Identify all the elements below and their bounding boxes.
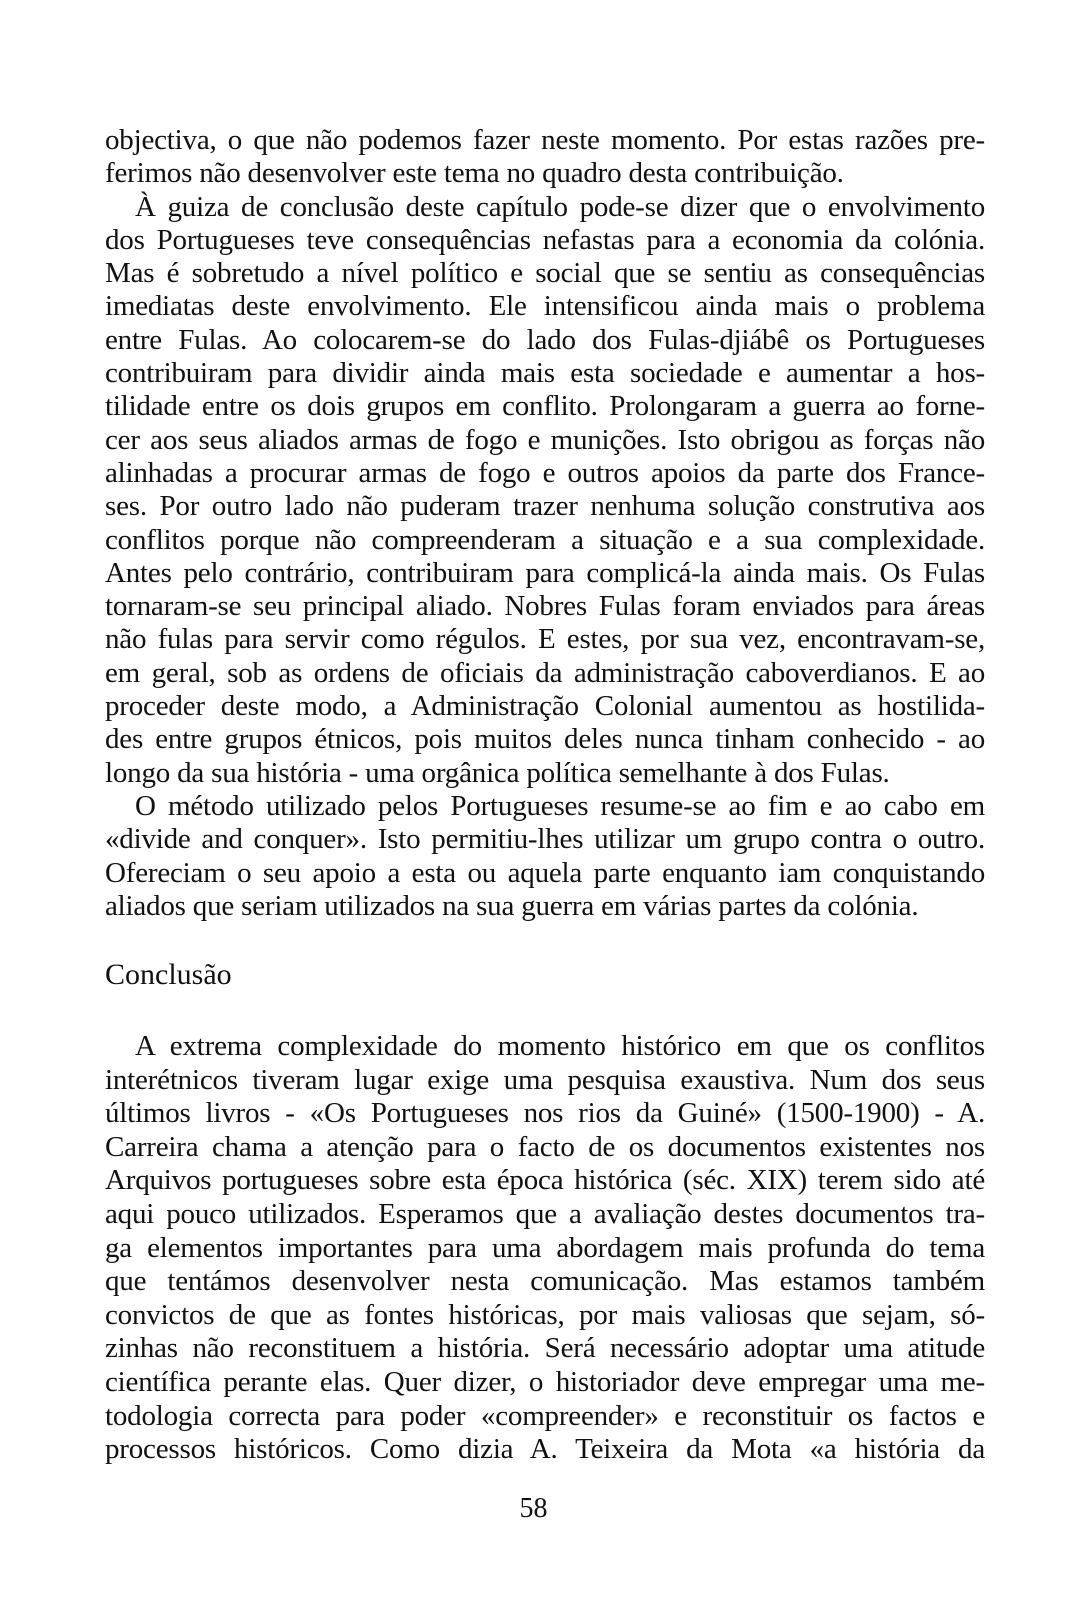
text-line: convictos de que as fontes históricas, por mais valiosas que sejam, só- — [105, 1298, 985, 1331]
text-line: alinhadas a procurar armas de fogo e outros apoios da parte dos France- — [105, 456, 985, 489]
body-text-conclusion — [105, 1030, 985, 1467]
paragraph-guiza-de-conclusao — [105, 191, 985, 790]
text-line: contribuiram para dividir ainda mais esta sociedade e aumentar a hos- — [105, 357, 985, 390]
text-line: aqui pouco utilizados. Esperamos que a avaliação destes documentos tra- — [105, 1197, 985, 1230]
page-number: 58 — [519, 1493, 548, 1524]
text-line: Carreira chama a atenção para o facto de os documentos existentes nos — [105, 1130, 985, 1163]
text-line: todologia correcta para poder «compreender» e reconstituir os factos e — [105, 1399, 985, 1432]
text-line: científica perante elas. Quer dizer, o historiador deve empregar uma me- — [105, 1365, 985, 1398]
text-line: Mas é sobretudo a nível político e social que se sentiu as consequências — [105, 257, 985, 290]
text-line: Antes pelo contrário, contribuiram para complicá-la ainda mais. Os Fulas — [105, 556, 985, 589]
text-line: À guiza de conclusão deste capítulo pode-se dizer que o envolvimento — [135, 190, 985, 223]
text-line: proceder deste modo, a Administração Colonial aumentou as hostilida- — [105, 690, 985, 723]
text-line: Arquivos portugueses sobre esta época histórica (séc. XIX) terem sido até — [105, 1164, 985, 1197]
text-line: ferimos não desenvolver este tema no quadro desta contribuição. — [105, 157, 844, 190]
text-line: longo da sua história - uma orgânica política semelhante à dos Fulas. — [105, 756, 890, 789]
text-line: aliados que seriam utilizados na sua guerra em várias partes da colónia. — [105, 889, 919, 922]
text-line: des entre grupos étnicos, pois muitos deles nunca tinham conhecido - ao — [105, 723, 985, 756]
text-line: A extrema complexidade do momento histórico em que os conflitos — [135, 1030, 985, 1062]
section-heading: Conclusão — [105, 958, 232, 991]
text-line: cer aos seus aliados armas de fogo e munições. Isto obrigou as forças não — [105, 423, 985, 456]
text-line: zinhas não reconstituem a história. Será necessário adoptar uma atitude — [105, 1332, 985, 1365]
paragraph-continuation — [105, 124, 985, 191]
text-line: objectiva, o que não podemos fazer neste momento. Por estas razões pre- — [105, 124, 985, 156]
text-line: dos Portugueses teve consequências nefastas para a economia da colónia. — [105, 223, 985, 256]
text-line: entre Fulas. Ao colocarem-se do lado dos Fulas-djiábê os Portugueses — [105, 323, 985, 356]
text-line: ses. Por outro lado não puderam trazer nenhuma solução construtiva aos — [105, 490, 985, 523]
text-line: em geral, sob as ordens de oficiais da administração caboverdianos. E ao — [105, 656, 985, 689]
text-line: ga elementos importantes para uma abordagem mais profunda do tema — [105, 1231, 985, 1264]
body-text-top — [105, 124, 985, 923]
paragraph-metodo — [105, 790, 985, 923]
text-line: tilidade entre os dois grupos em conflito. Prolongaram a guerra ao forne- — [105, 390, 985, 423]
text-line: não fulas para servir como régulos. E estes, por sua vez, encontravam-se, — [105, 623, 985, 656]
text-line: tornaram-se seu principal aliado. Nobres Fulas foram enviados para áreas — [105, 590, 985, 623]
text-line: processos históricos. Como dizia A. Teixeira da Mota «a história da — [105, 1433, 985, 1466]
text-line: Ofereciam o seu apoio a esta ou aquela parte enquanto iam conquistando — [105, 856, 985, 889]
text-line: que tentámos desenvolver nesta comunicação. Mas estamos também — [105, 1265, 985, 1298]
text-line: últimos livros - «Os Portugueses nos rios da Guiné» (1500-1900) - A. — [105, 1097, 985, 1130]
text-line: conflitos porque não compreenderam a situação e a sua complexidade. — [105, 523, 985, 556]
text-line: imediatas deste envolvimento. Ele intensificou ainda mais o problema — [105, 290, 985, 323]
text-line: O método utilizado pelos Portugueses resume-se ao fim e ao cabo em — [135, 789, 985, 822]
paragraph-conclusao — [105, 1030, 985, 1467]
text-line: «divide and conquer». Isto permitiu-lhes utilizar um grupo contra o outro. — [105, 823, 985, 856]
text-line: interétnicos tiveram lugar exige uma pesquisa exaustiva. Num dos seus — [105, 1063, 985, 1096]
